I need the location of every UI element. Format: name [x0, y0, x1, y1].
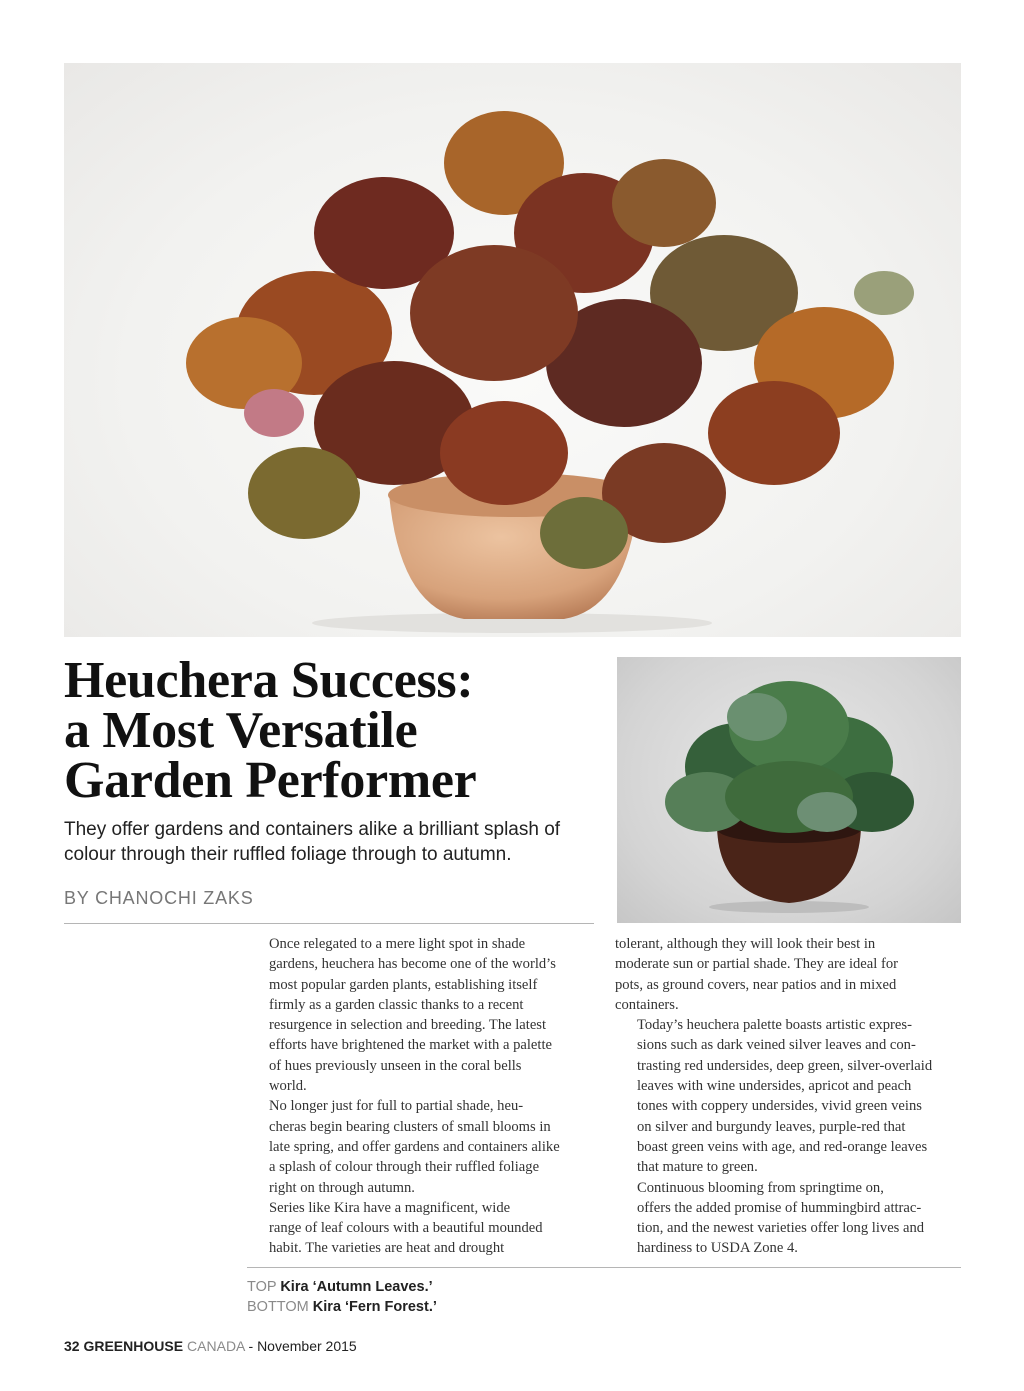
caption-label: BOTTOM: [247, 1299, 309, 1315]
caption-value: Kira ‘Fern Forest.’: [312, 1299, 437, 1315]
text-line: leaves with wine undersides, apricot and peach: [637, 1078, 912, 1095]
paragraph: [247, 934, 597, 1096]
text-line: a splash of colour through their ruffled foliage: [269, 1159, 540, 1176]
text-line: firmly as a garden classic thanks to a recent: [269, 996, 524, 1013]
divider: [247, 1267, 961, 1268]
article-title: [64, 652, 604, 809]
text-line: Series like Kira have a magnificent, wide: [269, 1199, 511, 1216]
photo-caption: [247, 1277, 437, 1317]
text-line: of hues previously unseen in the coral bells: [269, 1057, 522, 1074]
paragraph: [247, 1096, 597, 1197]
text-line: right on through autumn.: [269, 1179, 415, 1196]
paragraph: [615, 1015, 967, 1177]
text-line: that mature to green.: [637, 1159, 758, 1176]
text-line: trasting red undersides, deep green, silver-overlaid: [637, 1057, 933, 1074]
title-line: Garden Performer: [64, 752, 477, 809]
text-line: moderate sun or partial shade. They are ideal for: [615, 956, 898, 973]
text-line: offers the added promise of hummingbird attrac-: [637, 1199, 922, 1216]
text-line: gardens, heuchera has become one of the world’s: [269, 956, 556, 973]
divider: [64, 923, 594, 924]
page-footer: [64, 1338, 357, 1354]
body-column-2: [615, 934, 967, 1259]
text-line: sions such as dark veined silver leaves and con-: [637, 1037, 916, 1054]
text-line: efforts have brightened the market with a palette: [269, 1037, 552, 1054]
text-line: most popular garden plants, establishing itself: [269, 976, 538, 993]
caption-top: [247, 1277, 437, 1297]
text-line: No longer just for full to partial shade, heu-: [269, 1098, 524, 1115]
article-deck: They offer gardens and containers alike a brilliant splash of colour through their ruffled foliage through to autumn.: [64, 819, 561, 865]
text-line: Today’s heuchera palette boasts artistic expres-: [637, 1017, 912, 1034]
paragraph: [247, 1198, 597, 1259]
magazine-name-light: CANADA: [187, 1338, 245, 1354]
text-line: hardiness to USDA Zone 4.: [637, 1240, 798, 1257]
issue-date: - November 2015: [248, 1338, 357, 1354]
text-line: containers.: [615, 996, 679, 1013]
page-number: 32: [64, 1338, 80, 1354]
text-line: habit. The varieties are heat and drought: [269, 1240, 505, 1257]
text-line: world.: [269, 1078, 307, 1095]
title-line: a Most Versatile: [64, 702, 418, 759]
text-line: pots, as ground covers, near patios and in mixed: [615, 976, 897, 993]
photo-fern-forest: [617, 657, 961, 923]
title-line: Heuchera Success:: [64, 652, 474, 709]
text-line: late spring, and offer gardens and containers alike: [269, 1138, 560, 1155]
text-line: Once relegated to a mere light spot in shade: [269, 936, 526, 952]
text-line: on silver and burgundy leaves, purple-red that: [637, 1118, 906, 1135]
text-line: boast green veins with age, and red-orange leaves: [637, 1138, 928, 1155]
caption-value: Kira ‘Autumn Leaves.’: [280, 1279, 433, 1295]
caption-bottom: [247, 1297, 437, 1317]
text-line: resurgence in selection and breeding. The latest: [269, 1017, 547, 1034]
paragraph: [615, 934, 967, 1015]
text-line: tones with coppery undersides, vivid green veins: [637, 1098, 922, 1115]
caption-label: TOP: [247, 1279, 277, 1295]
magazine-name: GREENHOUSE: [83, 1338, 184, 1354]
text-line: range of leaf colours with a beautiful mounded: [269, 1220, 543, 1237]
text-line: Continuous blooming from springtime on,: [637, 1179, 884, 1196]
text-line: tion, and the newest varieties offer long lives and: [637, 1220, 925, 1237]
photo-autumn-leaves: [64, 63, 961, 637]
text-line: cheras begin bearing clusters of small blooms in: [269, 1118, 551, 1135]
paragraph: [615, 1178, 967, 1259]
text-line: tolerant, although they will look their best in: [615, 936, 876, 952]
byline: BY CHANOCHI ZAKS: [64, 888, 254, 908]
body-column-1: [247, 934, 597, 1259]
